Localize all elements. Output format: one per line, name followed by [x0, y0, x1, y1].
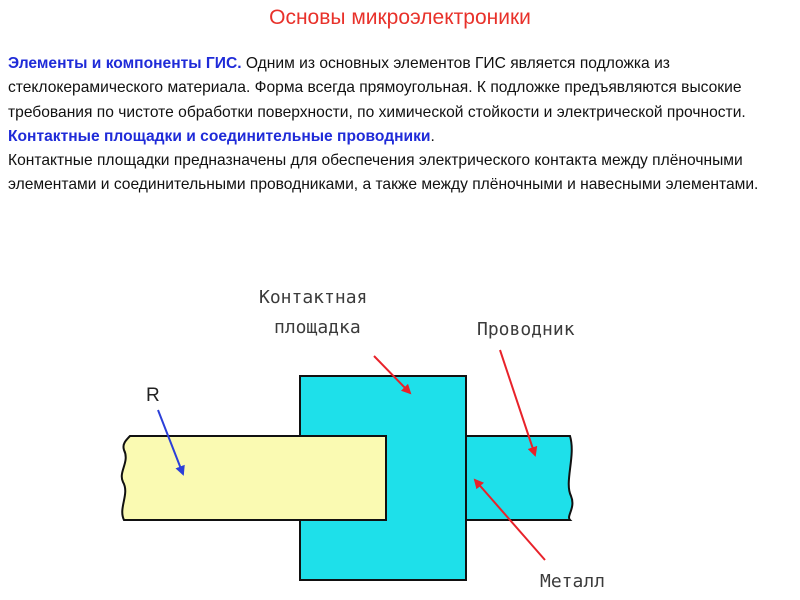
- label-contact-pad-line2: площадка: [274, 317, 361, 338]
- label-metal: Металл: [540, 571, 606, 592]
- label-conductor: Проводник: [477, 319, 575, 340]
- heading-contact-pads: Контактные площадки и соединительные проводники: [8, 127, 431, 145]
- conductor-strip: [462, 436, 572, 520]
- resistor-film: [122, 436, 386, 520]
- label-contact-pad-line1: Контактная: [259, 287, 368, 308]
- heading-contact-pads-end: .: [430, 127, 435, 145]
- label-resistor: R: [146, 385, 160, 406]
- heading-gis-elements: Элементы и компоненты ГИС.: [8, 55, 242, 72]
- paragraph-pads-body: Контактные площадки предназначены для обеспечения электрического контакта между плёночными элементами и соединительными проводниками, а также между плёночными и навесными элементами.: [8, 152, 759, 194]
- gis-elements-body: Одним из основных элементов ГИС является подложка из стеклокерамического материала. Форма всегда прямоугольная. К подложке предъявляются высокие требования по чистоте обработки поверхности, по химической стойкости и электрической прочности.: [8, 55, 746, 121]
- slide-title: Основы микроэлектроники: [269, 6, 531, 29]
